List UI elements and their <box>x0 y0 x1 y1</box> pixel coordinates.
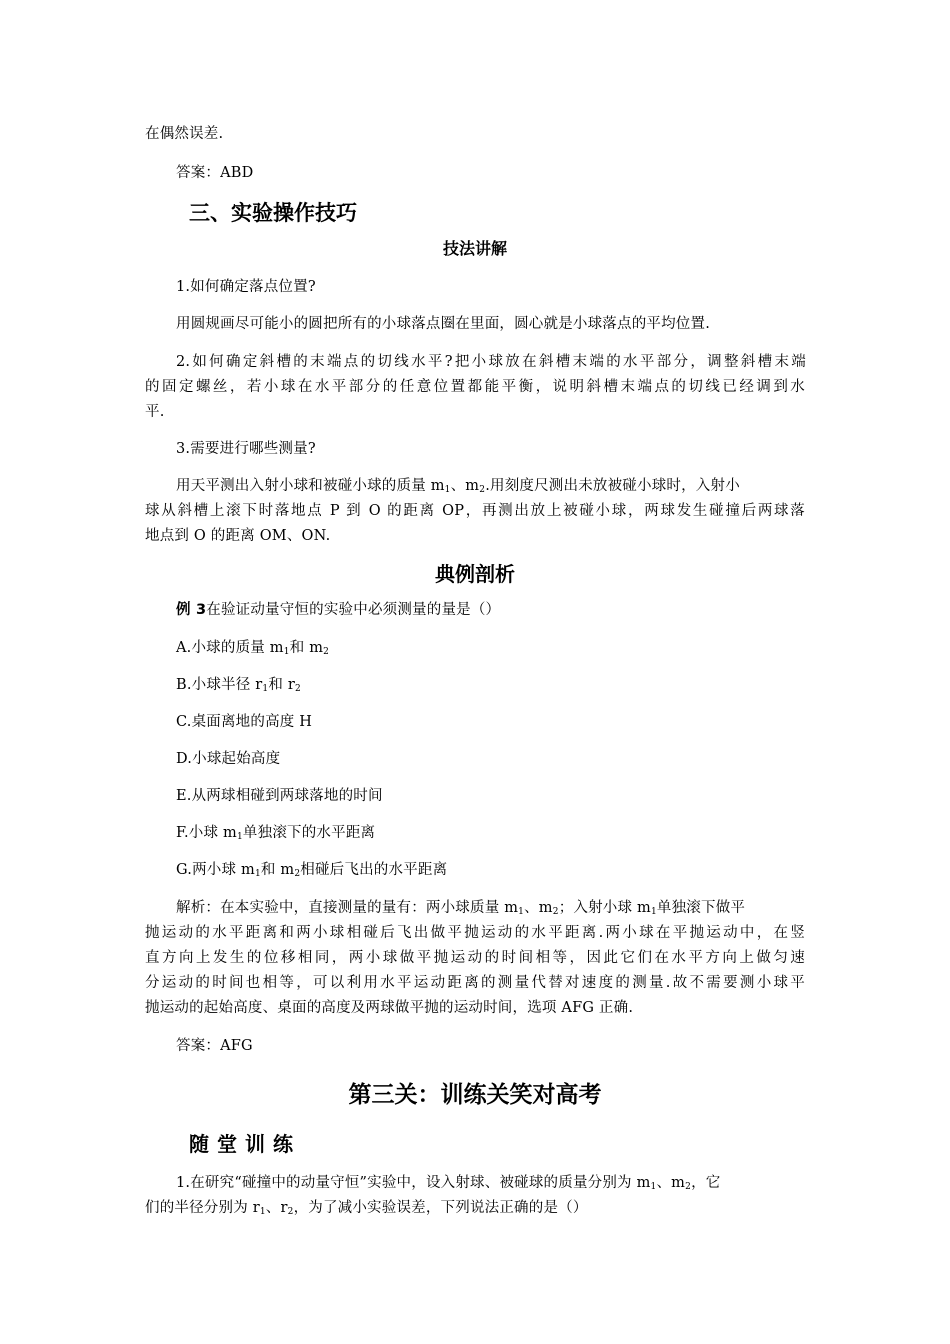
option-c: C.桌面离地的高度 H <box>176 714 313 730</box>
text-span: 和 m <box>260 862 295 878</box>
text-span: 们的半径分别为 r <box>145 1200 260 1216</box>
text-span: 和 r <box>268 677 295 693</box>
text-span: 相碰后飞出的水平距离 <box>300 862 448 878</box>
question-1: 1.如何确定落点位置? <box>176 279 316 295</box>
question-1-answer: 用圆规画尽可能小的圆把所有的小球落点圈在里面，圆心就是小球落点的平均位置. <box>176 316 711 332</box>
chapter-title: 第三关：训练关笑对高考 <box>348 1082 602 1108</box>
text-span: 解析：在本实验中，直接测量的量有：两小球质量 m <box>176 900 519 916</box>
subscript: 1 <box>444 485 451 495</box>
subscript: 2 <box>552 907 559 917</box>
example-text: 在验证动量守恒的实验中必须测量的量是（） <box>206 602 501 618</box>
subscript: 1 <box>254 869 261 879</box>
practice-title: 随堂训练 <box>189 1132 301 1156</box>
text-span: 和 m <box>289 640 324 656</box>
text-span: 单独滚下的水平距离 <box>242 825 376 841</box>
section-title: 三、实验操作技巧 <box>189 201 357 225</box>
practice-1-line-1 <box>176 1170 806 1196</box>
text-span: 1.在研究“碰撞中的动量守恒”实验中，设入射球、被碰球的质量分别为 m <box>176 1175 651 1191</box>
subscript: 1 <box>283 647 290 657</box>
answer-example-3: 答案：AFG <box>176 1038 253 1054</box>
subscript: 2 <box>294 684 301 694</box>
subscript: 1 <box>518 907 525 917</box>
subscript: 1 <box>259 1207 266 1217</box>
question-3-answer-line-2: 球从斜槽上滚下时落地点 P 到 O 的距离 OP，再测出放上被碰小球，两球发生碰撞后两球落 <box>145 503 805 519</box>
text-span: A.小球的质量 m <box>176 640 284 656</box>
subscript: 2 <box>479 485 486 495</box>
question-3: 3.需要进行哪些测量? <box>176 441 316 457</box>
subscript: 1 <box>262 684 269 694</box>
text-span: ，它 <box>691 1175 721 1191</box>
subscript: 1 <box>650 907 657 917</box>
text-span: ，为了减小实验误差，下列说法正确的是（） <box>293 1200 588 1216</box>
text-span: 单独滚下做平 <box>656 900 746 916</box>
analysis-line-1 <box>176 895 806 921</box>
question-2-line-1: 2.如何确定斜槽的末端点的切线水平?把小球放在斜槽末端的水平部分，调整斜槽末端 <box>176 354 806 370</box>
text-span: F.小球 m <box>176 825 237 841</box>
question-2-line-3: 平. <box>145 404 165 420</box>
option-g <box>176 857 806 883</box>
practice-1-line-2 <box>145 1195 805 1221</box>
analysis-line-4: 分运动的时间也相等，可以利用水平运动距离的测量代替对速度的测量.故不需要测小球平 <box>145 975 805 991</box>
option-e: E.从两球相碰到两球落地的时间 <box>176 788 383 804</box>
subheading-examples: 典例剖析 <box>435 562 515 586</box>
example-3-question <box>176 597 806 623</box>
text-span: 用天平测出入射小球和被碰小球的质量 m <box>176 478 445 494</box>
question-3-answer-line-1 <box>176 473 806 499</box>
option-a <box>176 635 806 661</box>
answer-prev: 答案：ABD <box>176 165 254 181</box>
text-span: .用刻度尺测出未放被碰小球时，入射小 <box>485 478 740 494</box>
subscript: 2 <box>685 1182 692 1192</box>
text-span: 、m <box>450 478 480 494</box>
analysis-line-3: 直方向上发生的位移相同，两小球做平抛运动的时间相等，因此它们在水平方向上做匀速 <box>145 950 805 966</box>
subscript: 1 <box>236 832 243 842</box>
paragraph-prev-tail: 在偶然误差. <box>145 126 224 142</box>
text-span: 、m <box>524 900 553 916</box>
question-2-line-2: 的固定螺丝，若小球在水平部分的任意位置都能平衡，说明斜槽末端点的切线已经调到水 <box>145 379 805 395</box>
subscript: 2 <box>294 869 301 879</box>
option-f <box>176 820 806 846</box>
text-span: B.小球半径 r <box>176 677 263 693</box>
example-label: 例 3 <box>176 602 207 618</box>
text-span: 、m <box>656 1175 686 1191</box>
analysis-line-2: 抛运动的水平距离和两小球相碰后飞出做平抛运动的水平距离.两小球在平抛运动中，在竖 <box>145 925 805 941</box>
text-span: ；入射小球 m <box>558 900 651 916</box>
question-3-answer-line-3: 地点到 O 的距离 OM、ON. <box>145 528 331 544</box>
text-span: G.两小球 m <box>176 862 255 878</box>
option-b <box>176 672 806 698</box>
subheading-skills: 技法讲解 <box>442 239 507 258</box>
subscript: 2 <box>287 1207 294 1217</box>
analysis-line-5: 抛运动的起始高度、桌面的高度及两球做平抛的运动时间，选项 AFG 正确. <box>145 1000 634 1016</box>
option-d: D.小球起始高度 <box>176 751 281 767</box>
subscript: 1 <box>650 1182 657 1192</box>
text-span: 、r <box>265 1200 288 1216</box>
subscript: 2 <box>323 647 330 657</box>
